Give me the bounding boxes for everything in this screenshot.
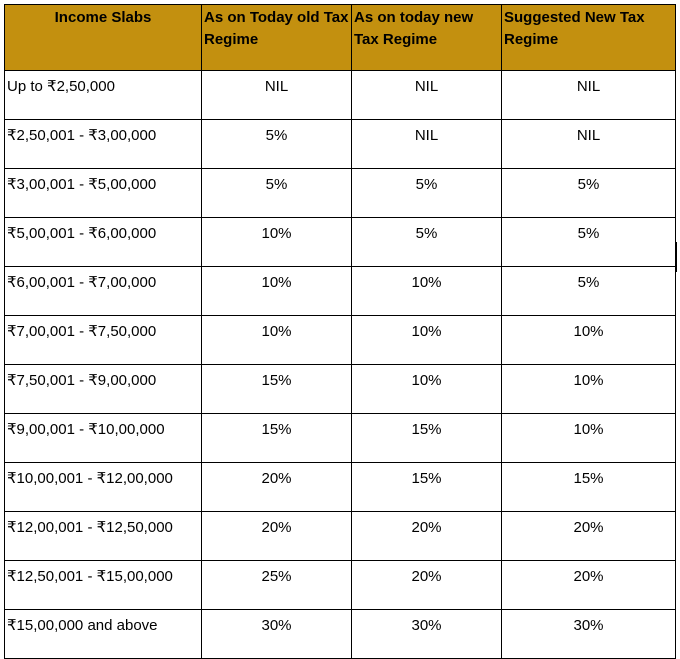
- old-regime-rate-cell: 20%: [202, 463, 352, 512]
- suggested-regime-rate-cell: 10%: [502, 365, 676, 414]
- new-regime-rate-cell: 10%: [352, 365, 502, 414]
- old-regime-rate-cell: 25%: [202, 561, 352, 610]
- new-regime-rate-cell: 20%: [352, 561, 502, 610]
- header-new-tax-regime: As on today new Tax Regime: [352, 5, 502, 71]
- table-header: [5, 5, 676, 71]
- income-slab-cell: ₹15,00,000 and above: [5, 610, 202, 659]
- table-row: [5, 120, 676, 169]
- table-row: [5, 365, 676, 414]
- suggested-regime-rate-cell: 10%: [502, 414, 676, 463]
- table-row: [5, 561, 676, 610]
- income-slab-cell: ₹12,50,001 - ₹15,00,000: [5, 561, 202, 610]
- income-slab-cell: ₹7,00,001 - ₹7,50,000: [5, 316, 202, 365]
- income-slab-cell: ₹6,00,001 - ₹7,00,000: [5, 267, 202, 316]
- old-regime-rate-cell: 5%: [202, 169, 352, 218]
- header-row: [5, 5, 676, 71]
- header-suggested-new-tax-regime: Suggested New Tax Regime: [502, 5, 676, 71]
- income-slab-cell: ₹3,00,001 - ₹5,00,000: [5, 169, 202, 218]
- income-slab-cell: ₹5,00,001 - ₹6,00,000: [5, 218, 202, 267]
- table-row: [5, 218, 676, 267]
- old-regime-rate-cell: 10%: [202, 267, 352, 316]
- header-income-slabs: Income Slabs: [5, 5, 202, 71]
- table-row: [5, 512, 676, 561]
- income-tax-slab-table: [4, 4, 676, 659]
- old-regime-rate-cell: 5%: [202, 120, 352, 169]
- suggested-regime-rate-cell: 15%: [502, 463, 676, 512]
- new-regime-rate-cell: 20%: [352, 512, 502, 561]
- income-slab-cell: ₹2,50,001 - ₹3,00,000: [5, 120, 202, 169]
- table-row: [5, 169, 676, 218]
- suggested-regime-rate-cell: 20%: [502, 512, 676, 561]
- table-row: [5, 267, 676, 316]
- new-regime-rate-cell: 15%: [352, 463, 502, 512]
- income-slab-cell: ₹7,50,001 - ₹9,00,000: [5, 365, 202, 414]
- old-regime-rate-cell: 20%: [202, 512, 352, 561]
- old-regime-rate-cell: 10%: [202, 218, 352, 267]
- suggested-regime-rate-cell: 5%: [502, 169, 676, 218]
- old-regime-rate-cell: 15%: [202, 365, 352, 414]
- suggested-regime-rate-cell: 5%: [502, 267, 676, 316]
- income-slab-cell: ₹12,00,001 - ₹12,50,000: [5, 512, 202, 561]
- income-slab-cell: ₹10,00,001 - ₹12,00,000: [5, 463, 202, 512]
- table-body: [5, 71, 676, 659]
- old-regime-rate-cell: 30%: [202, 610, 352, 659]
- new-regime-rate-cell: NIL: [352, 71, 502, 120]
- suggested-regime-rate-cell: NIL: [502, 71, 676, 120]
- table-row: [5, 316, 676, 365]
- new-regime-rate-cell: 15%: [352, 414, 502, 463]
- new-regime-rate-cell: 30%: [352, 610, 502, 659]
- table-row: [5, 610, 676, 659]
- new-regime-rate-cell: 10%: [352, 267, 502, 316]
- edge-divider: [676, 242, 677, 272]
- new-regime-rate-cell: 10%: [352, 316, 502, 365]
- income-slab-cell: ₹9,00,001 - ₹10,00,000: [5, 414, 202, 463]
- table-row: [5, 463, 676, 512]
- old-regime-rate-cell: NIL: [202, 71, 352, 120]
- header-old-tax-regime: As on Today old Tax Regime: [202, 5, 352, 71]
- suggested-regime-rate-cell: 5%: [502, 218, 676, 267]
- suggested-regime-rate-cell: 30%: [502, 610, 676, 659]
- table-row: [5, 71, 676, 120]
- suggested-regime-rate-cell: 10%: [502, 316, 676, 365]
- new-regime-rate-cell: 5%: [352, 218, 502, 267]
- new-regime-rate-cell: NIL: [352, 120, 502, 169]
- old-regime-rate-cell: 15%: [202, 414, 352, 463]
- suggested-regime-rate-cell: NIL: [502, 120, 676, 169]
- income-slab-cell: Up to ₹2,50,000: [5, 71, 202, 120]
- table-row: [5, 414, 676, 463]
- suggested-regime-rate-cell: 20%: [502, 561, 676, 610]
- old-regime-rate-cell: 10%: [202, 316, 352, 365]
- new-regime-rate-cell: 5%: [352, 169, 502, 218]
